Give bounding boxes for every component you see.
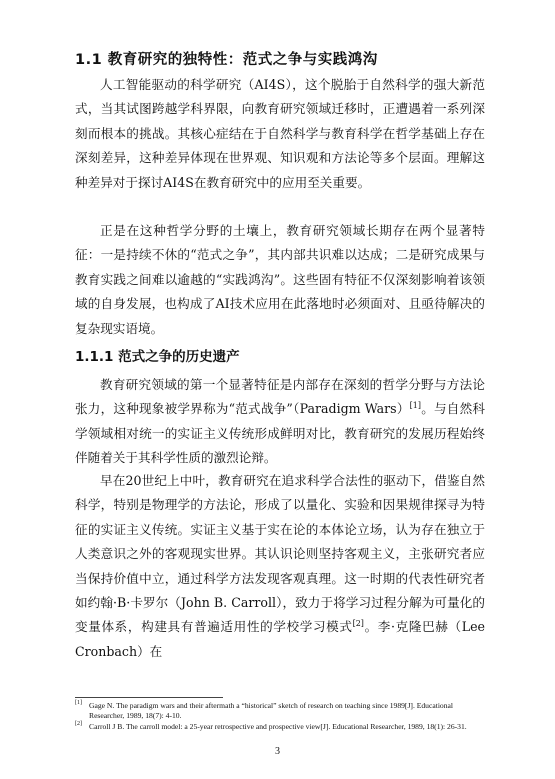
footnote-mark: [1] (75, 700, 82, 706)
footnotes (75, 701, 490, 734)
footnote-mark: [2] (75, 721, 82, 728)
footnote-1 (75, 701, 490, 720)
paragraph-two-features: 正是在这种哲学分野的土壤上，教育研究领域长期存在两个显著特征：一是持续不休的“范式之争”，其内部共识难以达成；二是研究成果与教育实践之间难以逾越的“实践鸿沟”。这些固有特征不仅深刻影响着该领域的自身发展，也构成了AI技术应用在此落地时必须面对、且亟待解决的复杂现实语境。 (75, 223, 485, 336)
paragraph-text: 。李·克隆巴赫（Lee Cronbach）在 (75, 619, 485, 659)
paragraph-paradigm-wars (75, 373, 485, 471)
citation-ref-2[interactable]: [2] (352, 619, 364, 629)
footnote-text: Carroll J B. The carroll model: a 25-year retrospective and prospective view[J]. Educational Researcher, 1989, 18(1): 26-31. (89, 722, 467, 732)
paragraph-text: 教育研究领域的第一个显著特征是内部存在深刻的哲学分野与方法论张力，这种现象被学界称为“范式战争”（Paradigm Wars） (75, 377, 485, 417)
paragraph-positivism (75, 469, 485, 664)
subsection-heading: 1.1.1 范式之争的历史遗产 (75, 349, 240, 365)
page-number: 3 (275, 746, 280, 757)
citation-ref-1[interactable]: [1] (409, 401, 421, 411)
footnote-divider (75, 697, 223, 698)
section-heading: 1.1 教育研究的独特性：范式之争与实践鸿沟 (75, 52, 378, 68)
footnote-text: Gage N. The paradigm wars and their aftermath a “historical” sketch of research on teaching since 1989[J]. Educational Researcher, 1989, 18(7): 4-10. (89, 701, 454, 720)
paragraph-ai4s-intro: 人工智能驱动的科学研究（AI4S），这个脱胎于自然科学的强大新范式，当其试图跨越学科界限，向教育研究领域迁移时，正遭遇着一系列深刻而根本的挑战。其核心症结在于自然科学与教育科学在哲学基础上存在深刻差异，这种差异体现在世界观、知识观和方法论等多个层面。理解这种差异对于探讨AI4S在教育研究中的应用至关重要。 (75, 77, 485, 190)
paragraph-text: 。与自然科学领域相对统一的实证主义传统形成鲜明对比，教育研究的发展历程始终伴随着关于其科学性质的激烈论辩。 (75, 401, 485, 466)
paragraph-text: 早在20世纪上中叶，教育研究在追求科学合法性的驱动下，借鉴自然科学，特别是物理学的方法论，形成了以量化、实验和因果规律探寻为特征的实证主义传统。实证主义基于实在论的本体论立场，认为存在独立于人类意识之外的客观现实世界。其认识论则坚持客观主义，主张研究者应当保持价值中立，通过科学方法发现客观真理。这一时期的代表性研究者如约翰·B·卡罗尔（John B. Carroll），致力于将学习过程分解为可量化的变量体系，构建具有普遍适用性的学校学习模式 (75, 473, 485, 635)
footnote-2 (75, 722, 490, 732)
